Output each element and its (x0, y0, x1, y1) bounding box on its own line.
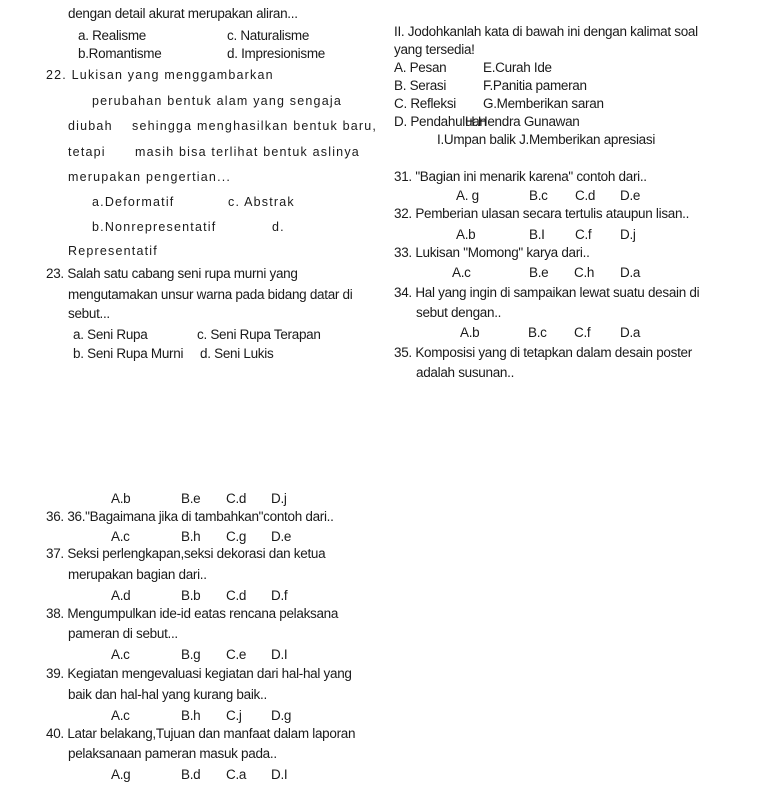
q35-line-2: adalah susunan.. (416, 365, 515, 380)
q22-option-d: d. (272, 220, 285, 234)
answer-option: C.j (226, 708, 242, 723)
answer-option: B.b (181, 588, 201, 603)
section-ii-title: II. Jodohkanlah kata di bawah ini dengan kalimat soal (394, 24, 698, 39)
q22-option-b: b.Nonrepresentatif (92, 220, 217, 234)
q22-line-3a: diubah (68, 119, 113, 133)
answer-option: C.a (226, 767, 247, 782)
answer-option: A.c (111, 529, 130, 544)
answer-option: A. g (456, 188, 479, 203)
q22-line-6: Representatif (68, 244, 158, 258)
q36-stem: 36. 36."Bagaimana jika di tambahkan"contoh dari.. (46, 509, 334, 524)
answer-option: C.g (226, 529, 247, 544)
answer-option: D.a (620, 265, 641, 280)
q37-line-2: merupakan bagian dari.. (68, 567, 207, 582)
q22-option-a: a.Deformatif (92, 195, 175, 209)
answer-option: D.f (271, 588, 288, 603)
q22-option-c: c. Abstrak (228, 195, 295, 209)
answer-option: D.j (620, 227, 636, 242)
answer-option: D.a (620, 325, 641, 340)
match-word: D. Pendahuluan (394, 114, 487, 129)
q22-line-3b: sehingga menghasilkan bentuk baru, (132, 119, 378, 133)
q21-option-d: d. Impresionisme (227, 46, 325, 61)
q22-line-4b: masih bisa terlihat bentuk aslinya (135, 145, 360, 159)
answer-option: A.d (111, 588, 131, 603)
answer-option: B.e (529, 265, 549, 280)
q21-option-a: a. Realisme (78, 28, 146, 43)
answer-option: D.I (271, 647, 288, 662)
q22-line-1: 22. Lukisan yang menggambarkan (46, 68, 274, 82)
answer-option: C.d (575, 188, 596, 203)
q38-line-2: pameran di sebut... (68, 626, 178, 641)
answer-option: C.h (574, 265, 595, 280)
q21-option-b: b.Romantisme (78, 46, 162, 61)
match-word-last-row: I.Umpan balik J.Memberikan apresiasi (437, 132, 656, 147)
answer-option: B.e (181, 491, 201, 506)
q21-option-c: c. Naturalisme (227, 28, 310, 43)
answer-option: B.h (181, 529, 201, 544)
answer-option: C.f (574, 325, 591, 340)
answer-option: B.I (529, 227, 545, 242)
answer-option: A.c (452, 265, 471, 280)
q23-line-2: mengutamakan unsur warna pada bidang datar di (68, 287, 353, 302)
answer-option: B.c (529, 188, 548, 203)
q31-stem: 31. "Bagian ini menarik karena" contoh dari.. (394, 169, 647, 184)
answer-option: D.g (271, 708, 292, 723)
answer-option: D.e (271, 529, 292, 544)
answer-option: C.e (226, 647, 247, 662)
q34-line-1: 34. Hal yang ingin di sampaikan lewat suatu desain di (394, 285, 700, 300)
answer-option: B.h (181, 708, 201, 723)
answer-option: A.b (456, 227, 476, 242)
q37-line-1: 37. Seksi perlengkapan,seksi dekorasi dan ketua (46, 546, 326, 561)
answer-option: A.b (460, 325, 480, 340)
q33-stem: 33. Lukisan "Momong" karya dari.. (394, 245, 590, 260)
answer-option: B.d (181, 767, 201, 782)
match-word: H.Hendra Gunawan (465, 114, 580, 129)
answer-option: D.j (271, 491, 287, 506)
answer-option: C.d (226, 588, 247, 603)
match-word: G.Memberikan saran (483, 96, 604, 111)
q38-line-1: 38. Mengumpulkan ide-id eatas rencana pelaksana (46, 606, 339, 621)
q22-line-4a: tetapi (68, 145, 106, 159)
q23-option-d: d. Seni Lukis (200, 346, 274, 361)
q34-line-2: sebut dengan.. (416, 305, 502, 320)
answer-option: D.e (620, 188, 641, 203)
q23-option-b: b. Seni Rupa Murni (73, 346, 184, 361)
q35-line-1: 35. Komposisi yang di tetapkan dalam desain poster (394, 345, 692, 360)
match-word: F.Panitia pameran (483, 78, 587, 93)
match-word: A. Pesan (394, 60, 447, 75)
q40-line-1: 40. Latar belakang,Tujuan dan manfaat dalam laporan (46, 726, 356, 741)
answer-option: A.b (111, 491, 131, 506)
answer-option: C.f (575, 227, 592, 242)
answer-option: C.d (226, 491, 247, 506)
q39-line-2: baik dan hal-hal yang kurang baik.. (68, 687, 267, 702)
q23-line-1: 23. Salah satu cabang seni rupa murni yang (46, 266, 298, 281)
answer-option: A.c (111, 708, 130, 723)
answer-option: B.g (181, 647, 201, 662)
answer-option: B.c (528, 325, 547, 340)
answer-option: A.g (111, 767, 131, 782)
q39-line-1: 39. Kegiatan mengevaluasi kegiatan dari hal-hal yang (46, 666, 352, 681)
q22-line-2: perubahan bentuk alam yang sengaja (92, 94, 342, 108)
match-word: B. Serasi (394, 78, 447, 93)
q23-option-a: a. Seni Rupa (73, 327, 148, 342)
match-word: E.Curah Ide (483, 60, 552, 75)
q32-stem: 32. Pemberian ulasan secara tertulis ataupun lisan.. (394, 206, 690, 221)
q40-line-2: pelaksanaan pameran masuk pada.. (68, 746, 277, 761)
answer-option: A.c (111, 647, 130, 662)
q21-stem-tail: dengan detail akurat merupakan aliran... (68, 6, 298, 21)
q23-option-c: c. Seni Rupa Terapan (197, 327, 321, 342)
match-word: C. Refleksi (394, 96, 456, 111)
section-ii-subtitle: yang tersedia! (394, 42, 475, 57)
q23-line-3: sebut... (68, 306, 110, 321)
answer-option: D.I (271, 767, 288, 782)
q22-line-5: merupakan pengertian... (68, 170, 232, 184)
